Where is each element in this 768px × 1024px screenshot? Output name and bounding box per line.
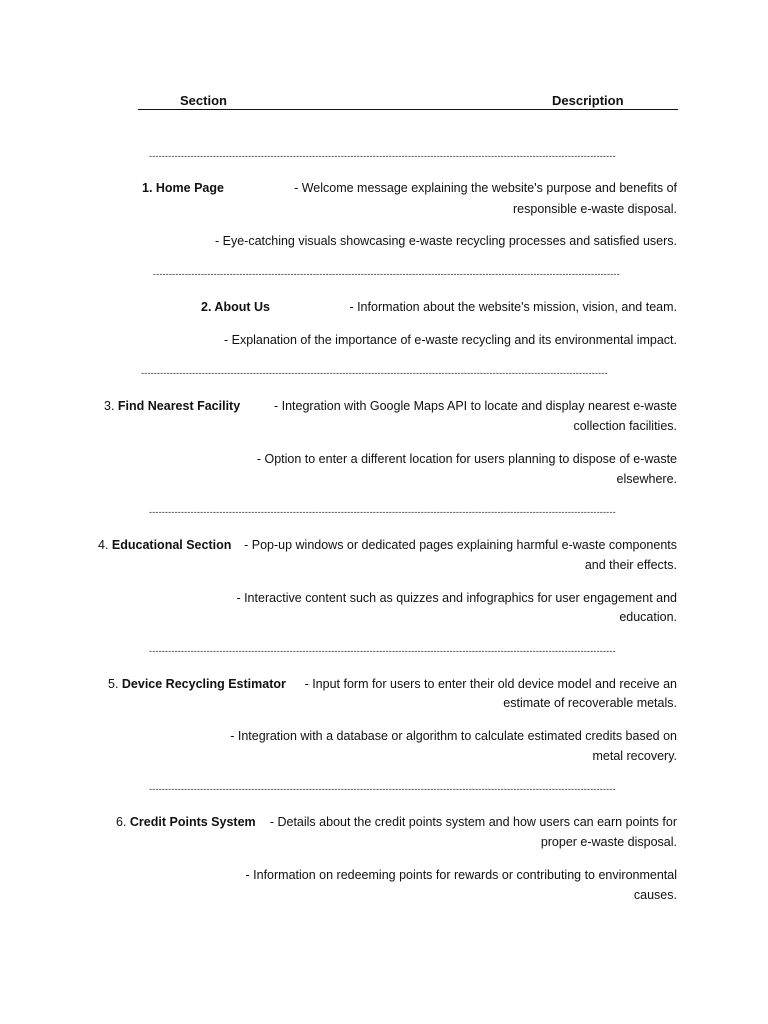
section-4-number: 4. bbox=[98, 538, 112, 552]
section-1-label bbox=[142, 179, 224, 198]
header-description-label: Description bbox=[552, 93, 624, 108]
section-5-desc-2-cont: metal recovery. bbox=[592, 749, 677, 763]
table-header bbox=[138, 93, 678, 110]
section-1-name: 1. Home Page bbox=[142, 181, 224, 195]
section-6-desc-2: - Information on redeeming points for rewards or contributing to environmental bbox=[245, 868, 677, 882]
section-2-desc-2: - Explanation of the importance of e-waste recycling and its environmental impact. bbox=[223, 333, 677, 347]
divider-line: -------------------------------------------------------------------------------------------------------------------------------------------------- bbox=[153, 270, 620, 278]
section-4-label bbox=[98, 536, 231, 555]
section-3-desc-2-cont: elsewhere. bbox=[616, 472, 677, 486]
section-4-desc-2-cont: education. bbox=[619, 610, 677, 624]
section-1-desc-1-cont: responsible e-waste disposal. bbox=[513, 202, 677, 216]
section-4-name: Educational Section bbox=[111, 538, 232, 552]
section-6-name: Credit Points System bbox=[129, 815, 256, 829]
section-4-desc-1-cont: and their effects. bbox=[584, 558, 677, 572]
section-6-desc-2-cont: causes. bbox=[633, 888, 677, 902]
header-section-label: Section bbox=[180, 93, 227, 108]
section-3-desc-2: - Option to enter a different location for users planning to dispose of e-waste bbox=[256, 452, 677, 466]
section-6-label bbox=[116, 813, 256, 832]
section-5-desc-1-cont: estimate of recoverable metals. bbox=[503, 696, 677, 710]
section-6-number: 6. bbox=[116, 815, 130, 829]
section-5-number: 5. bbox=[108, 677, 122, 691]
section-2-desc-1: - Information about the website's mission, vision, and team. bbox=[349, 300, 677, 314]
divider-line: -------------------------------------------------------------------------------------------------------------------------------------------------- bbox=[149, 785, 616, 793]
section-1-desc-2: - Eye-catching visuals showcasing e-waste recycling processes and satisfied users. bbox=[214, 234, 677, 248]
section-5-label bbox=[108, 675, 286, 694]
section-6-desc-1-cont: proper e-waste disposal. bbox=[540, 835, 677, 849]
section-5-desc-2: - Integration with a database or algorithm to calculate estimated credits based on bbox=[230, 729, 677, 743]
section-6-desc-1: - Details about the credit points system and how users can earn points for bbox=[269, 815, 677, 829]
divider-line: -------------------------------------------------------------------------------------------------------------------------------------------------- bbox=[149, 508, 616, 516]
section-3-label bbox=[104, 397, 240, 416]
section-3-desc-1-cont: collection facilities. bbox=[573, 419, 677, 433]
divider-line: -------------------------------------------------------------------------------------------------------------------------------------------------- bbox=[141, 369, 608, 377]
section-2-name: 2. About Us bbox=[201, 300, 270, 314]
divider-line: -------------------------------------------------------------------------------------------------------------------------------------------------- bbox=[149, 152, 616, 160]
section-4-desc-1: - Pop-up windows or dedicated pages explaining harmful e-waste components bbox=[244, 538, 677, 552]
section-3-number: 3. bbox=[104, 399, 118, 413]
section-5-desc-1: - Input form for users to enter their old device model and receive an bbox=[304, 677, 677, 691]
section-5-name: Device Recycling Estimator bbox=[121, 677, 286, 691]
divider-line: -------------------------------------------------------------------------------------------------------------------------------------------------- bbox=[149, 647, 616, 655]
section-2-label bbox=[201, 298, 270, 317]
section-4-desc-2: - Interactive content such as quizzes and infographics for user engagement and bbox=[236, 591, 677, 605]
section-3-name: Find Nearest Facility bbox=[117, 399, 241, 413]
section-3-desc-1: - Integration with Google Maps API to locate and display nearest e-waste bbox=[273, 399, 677, 413]
section-1-desc-1: - Welcome message explaining the website's purpose and benefits of bbox=[294, 181, 677, 195]
